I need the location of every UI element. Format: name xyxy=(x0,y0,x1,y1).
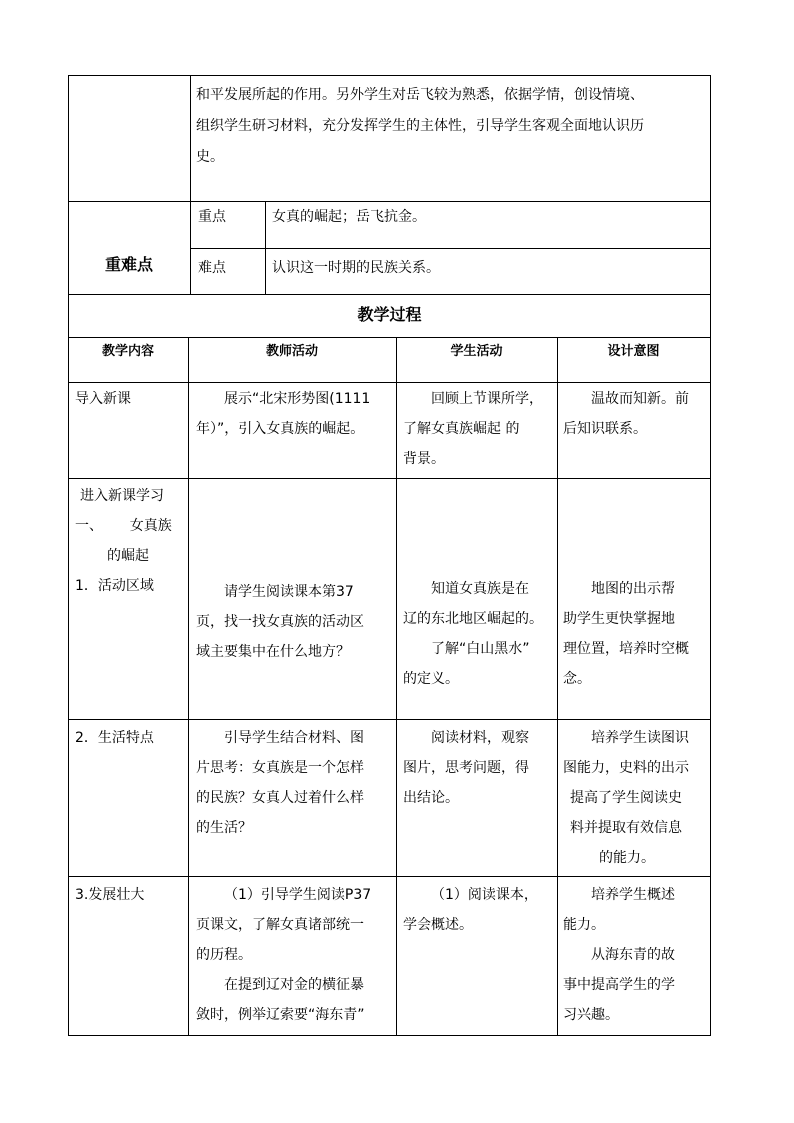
column-header-content: 教学内容 xyxy=(101,344,154,359)
row1-content xyxy=(75,384,187,414)
row4-student-line: 学会概述。 xyxy=(403,917,473,933)
rule-bottom xyxy=(68,1035,711,1036)
row3-intent-line: 图能力，史料的出示 xyxy=(563,760,689,776)
row1-student xyxy=(403,384,555,474)
row3-intent-line: 的能力。 xyxy=(599,850,655,866)
row3-teacher-line: 片思考：女真族是一个怎样 xyxy=(196,760,364,776)
row4-teacher xyxy=(196,880,394,1030)
intro-paragraph xyxy=(196,80,708,173)
row3-intent-line: 料并提取有效信息 xyxy=(570,820,682,836)
row3-content xyxy=(75,723,187,753)
row1-student-line: 背景。 xyxy=(403,451,445,467)
row1-student-line: 回顾上节课所学， xyxy=(431,391,543,407)
row3-teacher xyxy=(196,723,394,843)
row3-student-line: 图片，思考问题，得 xyxy=(403,760,529,776)
row2-student-line: 的定义。 xyxy=(403,671,459,687)
column-header-student: 学生活动 xyxy=(450,344,503,359)
row2-student-line: 辽的东北地区崛起的。 xyxy=(403,611,543,627)
row2-student xyxy=(403,574,555,694)
intro-line: 和平发展所起的作用。另外学生对岳飞较为熟悉，依据学情，创设情境、 xyxy=(196,87,644,103)
row2-intent-line: 地图的出示帮 xyxy=(591,581,675,597)
row4-teacher-line: 的历程。 xyxy=(196,947,252,963)
row4-student xyxy=(403,880,555,940)
row1-teacher-line: 展示“北宋形势图(1111 xyxy=(224,391,371,407)
row2-student-line: 了解“白山黑水” xyxy=(431,641,530,657)
row2-intent xyxy=(563,574,708,694)
key-points-label: 重难点 xyxy=(104,255,153,274)
row1-intent-line: 后知识联系。 xyxy=(563,421,647,437)
rule-after-row3 xyxy=(68,876,711,877)
row2-teacher-line: 请学生阅读课本第37 xyxy=(224,584,354,600)
rule-top xyxy=(68,75,711,76)
row4-teacher-line: （1）引导学生阅读P37 xyxy=(224,887,372,903)
row2-intent-line: 理位置，培养时空概 xyxy=(563,641,689,657)
focus-label: 重点 xyxy=(198,209,226,225)
row1-intent xyxy=(563,384,708,444)
row3-intent-line: 培养学生读图识 xyxy=(591,730,689,746)
rule-col2 xyxy=(396,337,397,1036)
rule-right xyxy=(710,75,711,1036)
row4-teacher-line: 页课文，了解女真诸部统一 xyxy=(196,917,364,933)
row4-intent-line: 从海东青的故 xyxy=(591,947,675,963)
rule-keypoint-label xyxy=(265,201,266,295)
row2-teacher-line: 页，找一找女真族的活动区 xyxy=(196,614,364,630)
row4-intent-line: 事中提高学生的学 xyxy=(563,977,675,993)
rule-left xyxy=(68,75,69,1036)
row3-teacher-line: 的生活？ xyxy=(196,820,252,836)
column-header-teacher: 教师活动 xyxy=(265,344,318,359)
row2-intent-line: 助学生更快掌握地 xyxy=(563,611,675,627)
row3-content-line: 2．生活特点 xyxy=(75,730,154,746)
row4-content-line: 3.发展壮大 xyxy=(75,887,145,903)
row2-student-line: 知道女真族是在 xyxy=(431,581,529,597)
row3-student-line: 出结论。 xyxy=(403,790,459,806)
row4-intent-line: 能力。 xyxy=(563,917,605,933)
rule-after-keypoints xyxy=(68,294,711,295)
row3-student xyxy=(403,723,555,813)
process-title: 教学过程 xyxy=(357,305,422,324)
difficulty-text: 认识这一时期的民族关系。 xyxy=(272,260,440,276)
row3-intent xyxy=(563,723,708,873)
row2-teacher xyxy=(196,577,394,667)
column-header-intent: 设计意图 xyxy=(607,344,660,359)
row3-teacher-line: 的民族？女真人过着什么样 xyxy=(196,790,364,806)
intro-line: 史。 xyxy=(196,149,224,165)
row2-content xyxy=(75,481,187,601)
row1-student-line: 了解女真族崛起 的 xyxy=(403,421,520,437)
row2-content-line: 1．活动区域 xyxy=(75,578,154,594)
row4-intent-line: 培养学生概述 xyxy=(591,887,675,903)
difficulty-label: 难点 xyxy=(198,260,226,276)
rule-col3 xyxy=(557,337,558,1036)
rule-col1 xyxy=(188,337,189,1036)
rule-col1-upper xyxy=(190,75,191,295)
rule-after-header xyxy=(68,382,711,383)
row2-content-line: 一、 女真族 xyxy=(75,518,172,534)
intro-line: 组织学生研习材料，充分发挥学生的主体性，引导学生客观全面地认识历 xyxy=(196,118,644,134)
row4-teacher-line: 在提到辽对金的横征暴 xyxy=(224,977,364,993)
row3-intent-line: 提高了学生阅读史 xyxy=(570,790,682,806)
rule-after-row2 xyxy=(68,719,711,720)
row1-teacher xyxy=(196,384,394,444)
row1-teacher-line: 年）”，引入女真族的崛起。 xyxy=(196,421,365,437)
rule-after-row1 xyxy=(68,478,711,479)
row4-intent xyxy=(563,880,708,1030)
row4-student-line: （1）阅读课本， xyxy=(431,887,538,903)
row1-content-line: 导入新课 xyxy=(75,391,131,407)
row2-content-line: 进入新课学习 xyxy=(80,488,164,504)
row4-content xyxy=(75,880,187,910)
row4-intent-line: 习兴趣。 xyxy=(563,1007,619,1023)
row4-teacher-line: 敛时，例举辽索要“海东青” xyxy=(196,1007,365,1023)
row1-intent-line: 温故而知新。前 xyxy=(591,391,689,407)
rule-mid-keypoints xyxy=(190,248,711,249)
focus-text: 女真的崛起；岳飞抗金。 xyxy=(272,209,426,225)
row3-teacher-line: 引导学生结合材料、图 xyxy=(224,730,364,746)
row2-teacher-line: 域主要集中在什么地方？ xyxy=(196,644,350,660)
row2-content-line: 的崛起 xyxy=(107,548,149,564)
row3-student-line: 阅读材料，观察 xyxy=(431,730,529,746)
row2-intent-line: 念。 xyxy=(563,671,591,687)
